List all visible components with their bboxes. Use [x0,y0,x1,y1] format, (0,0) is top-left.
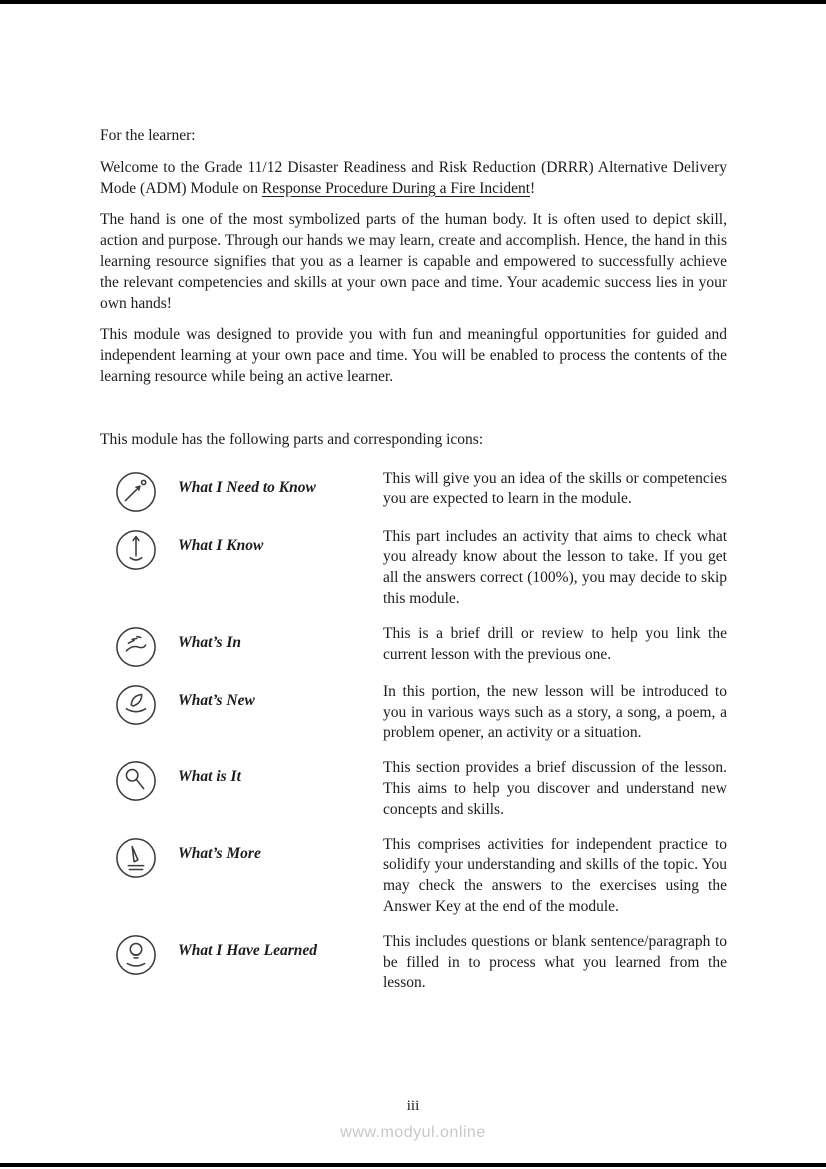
table-row [115,469,727,513]
part-label: What I Know [178,536,264,554]
magnifier-icon [115,760,157,802]
part-description: This part includes an activity that aims to check what you already know about the lesson to take. If you get all the answers correct (100%), you may decide to skip this module. [383,527,727,607]
hand-pencil-icon [115,529,157,571]
hand-writing-icon [115,837,157,879]
hand-leaf-icon [115,684,157,726]
pointing-hand-icon [115,471,157,513]
table-row [115,682,727,744]
module-parts-table [115,469,727,995]
table-row [115,758,727,820]
part-label: What’s New [178,691,255,709]
part-label: What I Need to Know [178,478,316,496]
welcome-text-pre: Welcome to the Grade 11/12 Disaster Readiness and Risk Reduction (DRRR) Alternative Delivery Mode (ADM) Module on [100,158,727,197]
part-description: This will give you an idea of the skills or competencies you are expected to learn in the module. [383,469,727,508]
table-row [115,624,727,668]
table-row [115,527,727,610]
hand-bulb-icon [115,934,157,976]
table-row [115,835,727,918]
part-description: This comprises activities for independent practice to solidify your understanding and skills of the topic. You may check the answers to the exercises using the Answer Key at the end of the module. [383,835,727,915]
part-description: In this portion, the new lesson will be introduced to you in various ways such as a story, a song, a poem, a problem opener, an activity or a situation. [383,682,727,742]
part-label: What I Have Learned [178,941,318,959]
parts-intro-line: This module has the following parts and corresponding icons: [100,430,484,448]
welcome-paragraph [100,158,727,200]
part-label: What is It [178,768,241,786]
hand-icon [115,626,157,668]
part-description: This section provides a brief discussion of the lesson. This aims to help you discover and understand new concepts and skills. [383,759,727,818]
hand-symbolism-paragraph: The hand is one of the most symbolized parts of the human body. It is often used to depict skill, action and purpose. Through our hands we may learn, create and accomplish. Hence, the hand in this learning resource signifies that you as a learner is capable and empowered to successfully achieve the relevant competencies and skills at your own pace and time. Your academic success lies in your own hands! [100,211,727,312]
page-content [100,126,727,1008]
page-bottom-border [0,1163,826,1167]
welcome-text-post: ! [530,179,536,197]
site-watermark: www.modyul.online [340,1124,486,1141]
part-label: What’s In [178,633,242,651]
part-description: This is a brief drill or review to help you link the current lesson with the previous one. [383,624,727,663]
module-design-paragraph: This module was designed to provide you with fun and meaningful opportunities for guided and independent learning at your own pace and time. You will be enabled to process the contents of the learning resource while being an active learner. [100,326,727,385]
page-top-border [0,0,826,4]
module-title-underlined: Response Procedure During a Fire Incident [261,179,531,197]
part-description: This includes questions or blank sentence/paragraph to be filled in to process what you learned from the lesson. [383,932,727,992]
part-label: What’s More [178,844,261,862]
page-number: iii [406,1098,420,1114]
table-row [115,932,727,994]
learner-salutation: For the learner: [100,127,196,144]
